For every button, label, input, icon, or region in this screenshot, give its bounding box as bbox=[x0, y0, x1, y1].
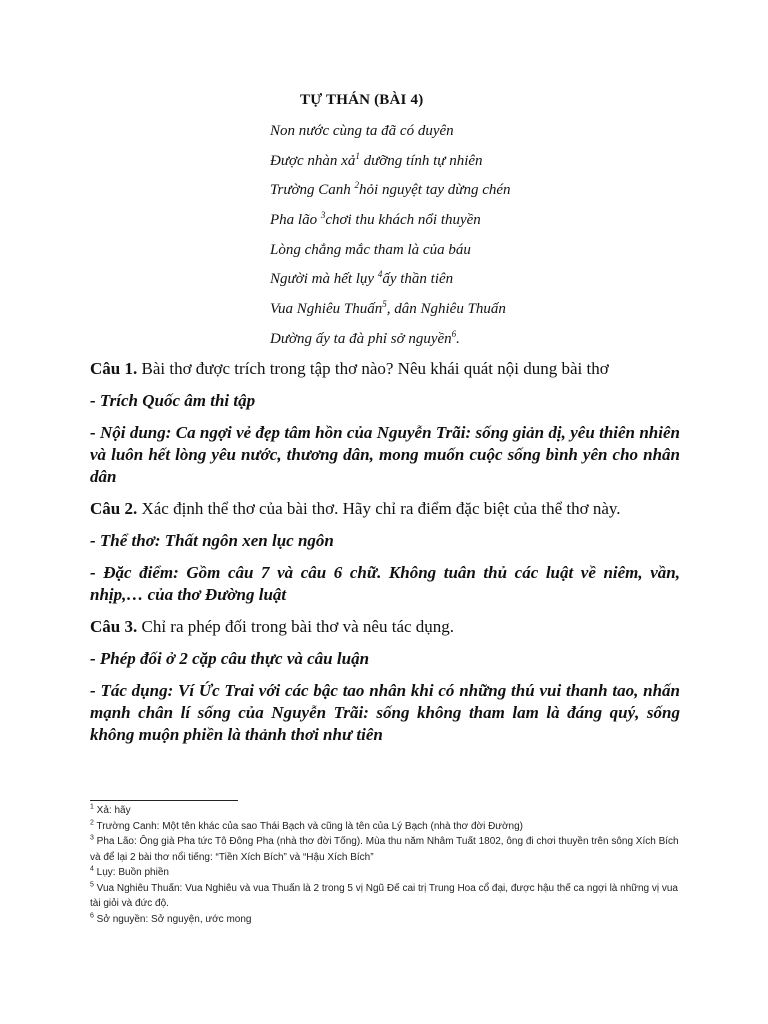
poem-line-text: ấy thần tiên bbox=[382, 271, 454, 288]
poem-line-text: Dường ấy ta đà phỉ sở nguyền bbox=[270, 330, 452, 347]
footnote-number: 4 bbox=[90, 865, 94, 873]
footnote-text: Xả: hãy bbox=[93, 805, 131, 816]
poem-line-text: chơi thu khách nổi thuyền bbox=[325, 212, 481, 229]
footnote-ref: 2 bbox=[354, 180, 360, 191]
footnote-number: 3 bbox=[90, 834, 94, 842]
poem-line bbox=[270, 210, 511, 240]
poem-line bbox=[270, 240, 511, 270]
poem-line-text: Được nhàn xả bbox=[270, 152, 356, 169]
footnote-text: Trường Canh: Một tên khác của sao Thái Bạch và cũng là tên của Lý Bạch (nhà thơ đời Đường) bbox=[93, 820, 524, 832]
poem-line bbox=[270, 269, 511, 299]
poem-title: TỰ THÁN (BÀI 4) bbox=[300, 92, 424, 108]
footnote-number: 5 bbox=[90, 881, 94, 889]
answer: - Trích Quốc âm thi tập bbox=[90, 391, 256, 410]
question-label: Câu 3. bbox=[90, 617, 138, 636]
question bbox=[90, 498, 680, 520]
poem-line bbox=[270, 299, 511, 329]
question-label: Câu 1. bbox=[90, 359, 138, 378]
poem-line-text: . bbox=[456, 330, 460, 347]
poem-line bbox=[270, 121, 511, 151]
footnote-ref: 4 bbox=[377, 269, 383, 280]
poem-line-text: Lòng chẳng mắc tham là của báu bbox=[270, 241, 471, 258]
poem-body bbox=[270, 121, 511, 359]
answer: - Đặc điểm: Gồm câu 7 và câu 6 chữ. Không tuân thủ các luật về niêm, vần, nhịp,… của thơ Đường luật bbox=[90, 563, 680, 604]
question-text: Xác định thể thơ của bài thơ. Hãy chỉ ra điểm đặc biệt của thể thơ này. bbox=[137, 499, 621, 518]
footnotes bbox=[90, 803, 680, 927]
footnote bbox=[90, 881, 680, 912]
footnote-text: Pha Lão: Ông già Pha tức Tô Đông Pha (nhà thơ đời Tống). Mùa thu năm Nhâm Tuất 1802, ông đi chơi thuyền trên sông Xích Bích và để lại 2 bài thơ nổi tiếng: “Tiền Xích Bích” và “Hậu Xích Bích” bbox=[90, 836, 679, 863]
answer: - Nội dung: Ca ngợi vẻ đẹp tâm hồn của Nguyễn Trãi: sống giản dị, yêu thiên nhiên và luôn hết lòng yêu nước, thương dân, mong muốn cuộc sống bình yên cho nhân dân bbox=[90, 423, 680, 486]
footnote bbox=[90, 865, 680, 881]
questions-section bbox=[90, 358, 680, 756]
question-text: Chỉ ra phép đối trong bài thơ và nêu tác dụng. bbox=[137, 617, 455, 636]
footnote-ref: 5 bbox=[382, 299, 387, 310]
answer: - Phép đối ở 2 cặp câu thực và câu luận bbox=[90, 649, 370, 668]
footnote-number: 2 bbox=[90, 819, 94, 827]
poem-line bbox=[270, 151, 511, 181]
footnote-text: Sở nguyền: Sở nguyện, ước mong bbox=[93, 913, 252, 925]
poem-line-text: Người mà hết lụy bbox=[270, 271, 378, 288]
question bbox=[90, 358, 680, 380]
footnote bbox=[90, 834, 680, 865]
poem-line-text: Non nước cùng ta đã có duyên bbox=[270, 123, 454, 139]
poem-line-text: dưỡng tính tự nhiên bbox=[359, 152, 483, 169]
question-label: Câu 2. bbox=[90, 499, 138, 518]
poem-line-text: hỏi nguyệt tay dừng chén bbox=[359, 182, 511, 199]
poem-line bbox=[270, 180, 511, 210]
footnote-text: Lụy: Buồn phiền bbox=[93, 867, 169, 878]
footnote bbox=[90, 912, 680, 928]
poem-line-text: Trường Canh bbox=[270, 182, 355, 199]
poem-line-text: Vua Nghiêu Thuấn bbox=[270, 301, 383, 318]
question bbox=[90, 616, 680, 638]
footnote bbox=[90, 819, 680, 835]
poem-line-text: Pha lão bbox=[270, 212, 321, 229]
footnote-text: Vua Nghiêu Thuấn: Vua Nghiêu và vua Thuấn là 2 trong 5 vị Ngũ Đế cai trị Trung Hoa cổ đại, được hậu thế ca ngợi là những vị vua tài giỏi và đức độ. bbox=[90, 882, 678, 909]
footnote-separator bbox=[90, 800, 238, 801]
footnote bbox=[90, 803, 680, 819]
footnote-number: 6 bbox=[90, 912, 94, 920]
answer: - Tác dụng: Ví Ức Trai với các bậc tao nhân khi có những thú vui thanh tao, nhấn mạnh chân lí sống của Nguyễn Trãi: sống không tham lam là đáng quý, sống không muộn phiền là thảnh thơi như tiên bbox=[90, 681, 680, 744]
answer: - Thể thơ: Thất ngôn xen lục ngôn bbox=[90, 531, 334, 550]
footnote-number: 1 bbox=[90, 803, 94, 811]
poem-line-text: , dân Nghiêu Thuấn bbox=[386, 301, 506, 318]
poem-line bbox=[270, 329, 511, 359]
question-text: Bài thơ được trích trong tập thơ nào? Nêu khái quát nội dung bài thơ bbox=[137, 359, 609, 378]
footnote-ref: 6 bbox=[451, 328, 457, 339]
footnote-ref: 1 bbox=[355, 150, 360, 161]
footnote-ref: 3 bbox=[320, 210, 326, 221]
